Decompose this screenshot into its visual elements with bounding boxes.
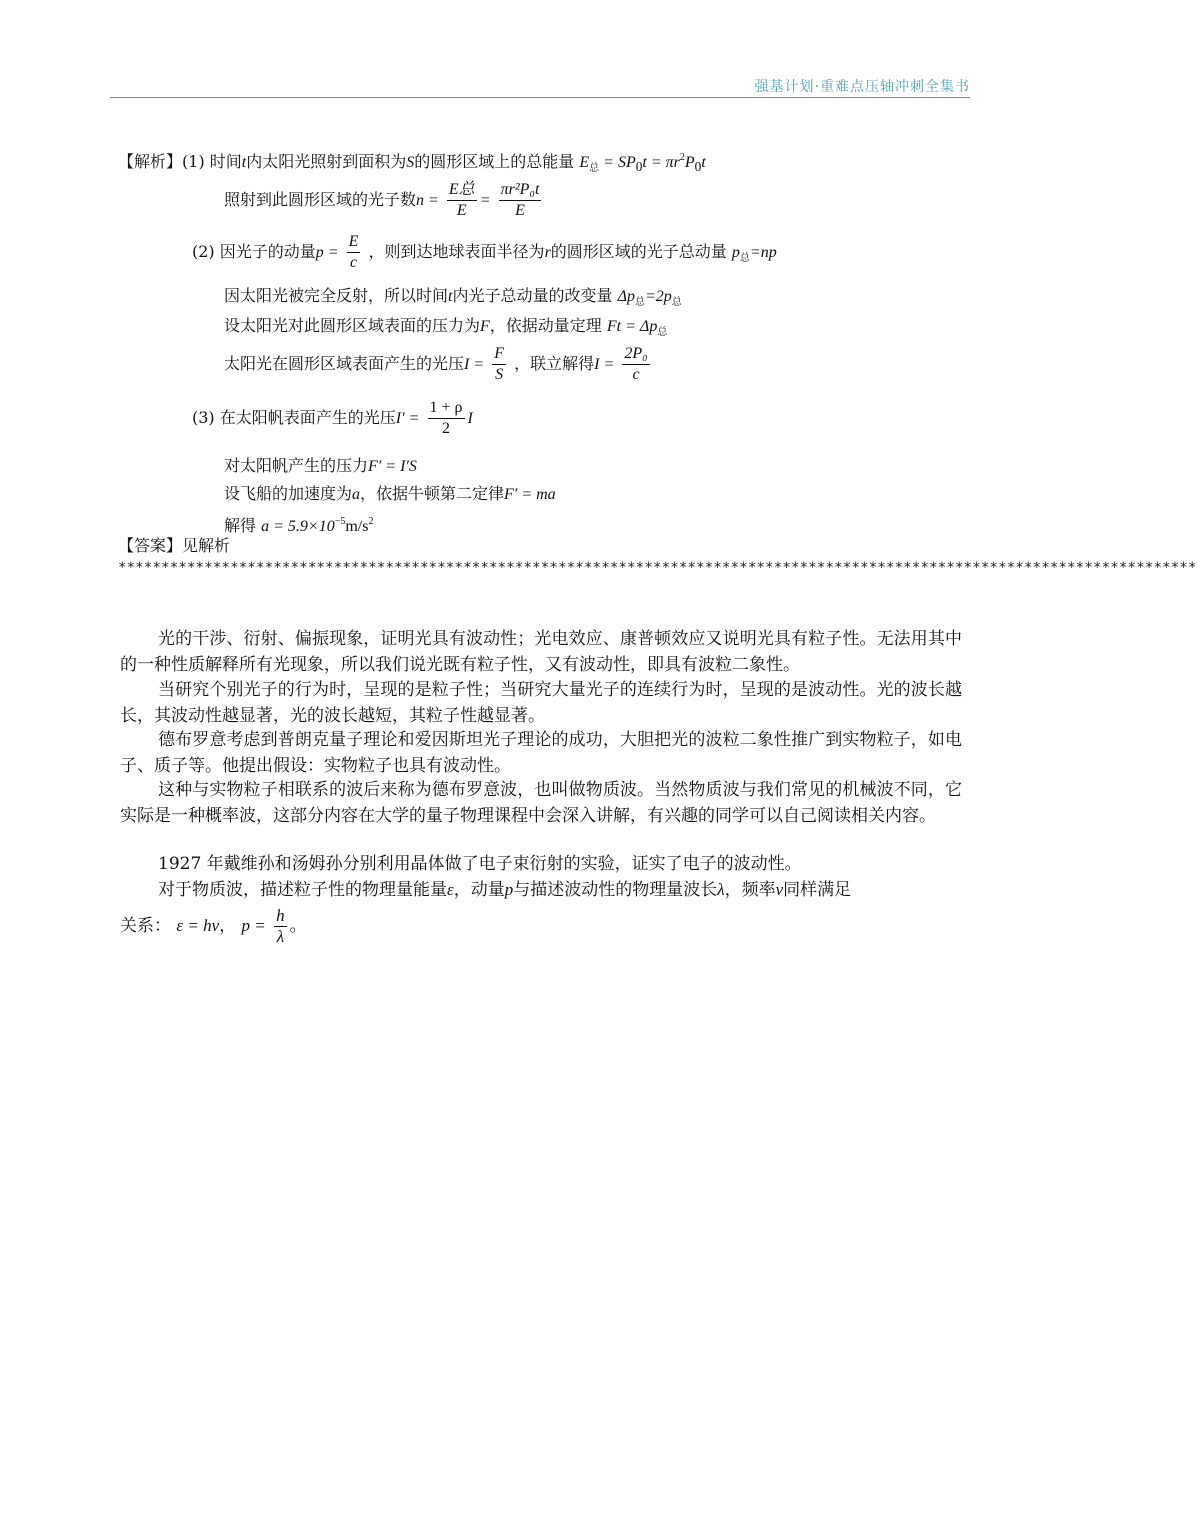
header-rule — [110, 97, 970, 98]
analysis-line-10: 解得 $a = 5.9\times 10^{-5}m/s^2$ — [224, 516, 374, 535]
answer-line — [118, 534, 230, 558]
fraction-photon-count-2: $\frac{\text{πr²P₀t}}{E}$ — [500, 181, 540, 219]
energy-formula: $E_总 = SP_0t = \pi r^2P_0t$ — [579, 152, 706, 175]
fraction-momentum: $\frac{E}{c}$ — [348, 233, 359, 271]
analysis-line-1: 【解析】(1) 时间t内太阳光照射到面积为S的圆形区域上的总能量 $E_总 = SP_0t = \pi r^2P_0t$ — [118, 152, 706, 175]
analysis-line-5: 设太阳光对此圆形区域表面的压力为F，依据动量定理 $Ft = \Delta p_总$ — [224, 316, 668, 338]
analysis-label: 【解析】 — [118, 152, 183, 171]
header-title: 强基计划·重难点压轴冲刺全集书 — [754, 79, 970, 95]
analysis-line-8: 对太阳帆产生的压力F′ = I′S — [224, 456, 417, 475]
body-paragraph-1: 光的干涉、衍射、偏振现象，证明光具有波动性；光电效应、康普顿效应又说明光具有粒子性。无法用其中的一种性质解释所有光现象，所以我们说光既有粒子性，又有波动性，即具有波粒二象性。 — [120, 629, 962, 675]
body-paragraph-4: 这种与实物粒子相联系的波后来称为德布罗意波，也叫做物质波。当然物质波与我们常见的机械波不同，它实际是一种概率波，这部分内容在大学的量子物理课程中会深入讲解，有兴趣的同学可以自己阅读相关内容。 — [120, 780, 962, 826]
body-paragraph-5: 1927 年戴维孙和汤姆孙分别利用晶体做了电子束衍射的实验，证实了电子的波动性。 — [158, 854, 802, 874]
analysis-line-2: 照射到此圆形区域的光子数n = $\frac{\text{E总}}{E}$ = $\frac{\text{πr²P₀t}}{E}$ — [224, 181, 540, 219]
answer-label: 【答案】 — [118, 536, 183, 555]
body-paragraph-7: 关系： ε = hν， p = $\frac{h}{\lambda}$ 。 — [120, 906, 307, 946]
body-paragraph-2: 当研究个别光子的行为时，呈现的是粒子性；当研究大量光子的连续行为时，呈现的是波动性。光的波长越长，其波动性越显著，光的波长越短，其粒子性越显著。 — [120, 680, 962, 726]
separator-stars: ***************************************************************************************************************************** — [118, 560, 1197, 576]
body-paragraph-6: 对于物质波，描述粒子性的物理量能量ε，动量p与描述波动性的物理量波长λ，频率ν同样满足 — [158, 880, 852, 900]
fraction-pressure: $\frac{F}{S}$ — [494, 345, 505, 383]
body-paragraph-3: 德布罗意考虑到普朗克量子理论和爱因斯坦光子理论的成功，大胆把光的波粒二象性推广到实物粒子，如电子、质子等。他提出假设：实物粒子也具有波动性。 — [120, 730, 962, 776]
analysis-line-3: (2) 因光子的动量p = $\frac{E}{c}$ ，则到达地球表面半径为r的圆形区域的光子总动量 $p_总=np$ — [192, 233, 777, 271]
analysis-line-7: (3) 在太阳帆表面产生的光压I′ = $\frac{1 + \rho}{2}$ I — [192, 399, 473, 437]
analysis-line-9: 设飞船的加速度为a，依据牛顿第二定律F′ = ma — [224, 484, 556, 503]
answer-text: 见解析 — [182, 536, 231, 555]
fraction-pressure-result: $\frac{\text{2P₀}}{c}$ — [624, 345, 648, 383]
fraction-de-broglie: $\frac{h}{\lambda}$ — [276, 906, 285, 946]
fraction-photon-count-1: $\frac{\text{E总}}{E}$ — [448, 181, 475, 219]
analysis-line-4: 因太阳光被完全反射，所以时间t内光子总动量的改变量 $\Delta p_总=2p_总$ — [224, 286, 682, 308]
analysis-line-6: 太阳光在圆形区域表面产生的光压I = $\frac{F}{S}$ ，联立解得I = $\frac{\text{2P₀}}{c}$ — [224, 345, 648, 383]
fraction-sail-pressure: $\frac{1 + \rho}{2}$ — [429, 399, 463, 437]
